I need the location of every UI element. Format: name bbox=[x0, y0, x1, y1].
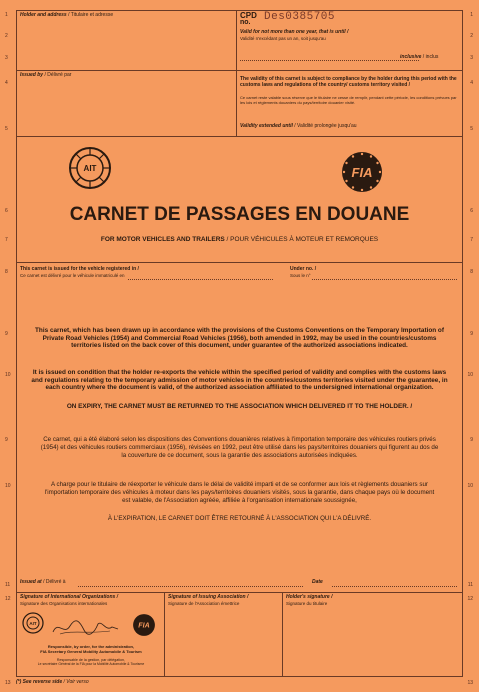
date-label: Date bbox=[312, 579, 323, 585]
issued-by-label: Issued by / Délivré par bbox=[20, 72, 72, 78]
expiry-notice-en: ON EXPIRY, THE CARNET MUST BE RETURNED TO THE ASSOCIATION WHICH DELIVERED IT TO THE HOLDER. / bbox=[66, 403, 413, 410]
rule bbox=[16, 592, 463, 593]
rule bbox=[236, 10, 237, 136]
reverse-side-note: (*) See reverse side / Voir verso bbox=[16, 679, 89, 685]
line-number: 3 bbox=[5, 55, 8, 61]
line-number: 1 bbox=[470, 12, 473, 18]
line-number: 10 bbox=[5, 483, 11, 489]
rule bbox=[16, 70, 463, 71]
responsible-line-2: FIA Secretary General Mobility Automobile & Tourism bbox=[40, 649, 142, 654]
registered-in-label-fr: Ce carnet est délivré pour le véhicule immatriculé en bbox=[20, 273, 125, 278]
rule bbox=[462, 10, 463, 676]
cpd-label: CPD bbox=[240, 11, 257, 20]
ait-stamp-logo bbox=[22, 612, 44, 634]
line-number: 10 bbox=[467, 483, 473, 489]
valid-until-label-fr: Validité n'excédant pas un an, soit jusqu'au bbox=[240, 36, 326, 41]
fia-stamp-logo bbox=[132, 613, 156, 637]
registered-in-dots bbox=[128, 279, 273, 280]
under-no-dots bbox=[312, 279, 457, 280]
convention-paragraph-fr: Ce carnet, qui a été élaboré selon les dispositions des Conventions douanières relatives à l'importation temporaire des véhicules routiers privés (1954) et des véhicules routiers commerciaux (1956), révisées en 1992, peut être utilisé dans les pays/territoires douaniers qui figurent au dos de la couverture de ce document, sous la garantie des associations autorisées indiquées. bbox=[40, 436, 439, 459]
under-no-label: Under no. / bbox=[290, 266, 317, 272]
line-number: 13 bbox=[467, 680, 473, 686]
valid-until-dots bbox=[240, 60, 419, 61]
carnet-number: Des0385705 bbox=[264, 11, 336, 23]
line-number: 8 bbox=[5, 269, 8, 275]
line-number: 6 bbox=[5, 208, 8, 214]
line-number: 9 bbox=[470, 331, 473, 337]
intl-signature-label: Signature of International Organizations / bbox=[20, 594, 119, 600]
inclusive-label: inclusive / inclus bbox=[400, 54, 439, 60]
convention-paragraph-en: This carnet, which has been drawn up in accordance with the provisions of the Customs Conventions on the Temporary Importation of Private Road Vehicles (1954) and Commercial Road Vehicles (1956), both amended in 1992, may be used in the countries/customs territories listed on the back cover of this document, under guarantee of the authorized associations indicated. bbox=[35, 327, 444, 350]
fia-logo bbox=[340, 150, 384, 194]
document-subtitle: FOR MOTOR VEHICLES AND TRAILERS / POUR VÉHICULES À MOTEUR ET REMORQUES bbox=[100, 236, 379, 243]
rule bbox=[16, 10, 17, 676]
document-title: CARNET DE PASSAGES EN DOUANE bbox=[69, 204, 410, 225]
line-number: 2 bbox=[470, 33, 473, 39]
rule bbox=[16, 676, 463, 677]
handwritten-signature bbox=[50, 618, 120, 638]
line-number: 8 bbox=[470, 269, 473, 275]
extended-until-label: Validity extended until / Validité prolongée jusqu'au bbox=[240, 123, 357, 129]
date-dots bbox=[332, 586, 457, 587]
validity-condition-en: The validity of this carnet is subject to compliance by the holder during this period with the customs laws and regulations of the country/ customs territory visited / bbox=[240, 76, 457, 88]
line-number: 7 bbox=[5, 237, 8, 243]
rule bbox=[282, 592, 283, 676]
validity-condition-fr: Ce carnet reste valable sous réserve que le titulaire ne cesse de remplir, pendant cette période, les conditions prévues par les lois et règlements douaniers du pays/territoire douanier visité. bbox=[240, 95, 457, 105]
line-number: 9 bbox=[5, 331, 8, 337]
line-number: 4 bbox=[470, 80, 473, 86]
line-number: 11 bbox=[5, 582, 11, 588]
line-number: 6 bbox=[470, 208, 473, 214]
responsible-line-3: Responsable de la gestion, par délégation, bbox=[56, 658, 126, 662]
conditions-paragraph-en: It is issued on condition that the holder re-exports the vehicle within the specified period of validity and complies with the customs laws and regulations relating to the temporary admission of motor vehicles in the countries/customs territories visited under the guarantee, in each country where the document is valid, of the authorized association affiliated to the undersigned international organization. bbox=[31, 369, 448, 392]
conditions-paragraph-fr: A charge pour le titulaire de réexporter le véhicule dans le délai de validité imparti et de se conformer aux lois et règlements douaniers sur l'importation temporaire des véhicules à moteur dans les pays/territoires douaniers visités, sous la garantie, dans chaque pays où le document est valable, de l'Association agréée, affiliée à l'organisation internationale soussignée, bbox=[44, 481, 435, 504]
line-number: 4 bbox=[5, 80, 8, 86]
responsible-line-1: Responsible, by order, for the administration, bbox=[47, 644, 135, 649]
line-number: 12 bbox=[5, 596, 11, 602]
responsible-line-4: Le secrétaire Général de la FIA pour la Mobilité Automobile & Tourisme bbox=[37, 662, 145, 666]
line-number: 12 bbox=[467, 596, 473, 602]
under-no-label-fr: Sous le n° bbox=[290, 273, 311, 278]
intl-signature-label-fr: Signature des Organisations internationales bbox=[20, 601, 108, 606]
line-number: 10 bbox=[5, 372, 11, 378]
rule bbox=[16, 262, 463, 263]
line-number: 9 bbox=[470, 437, 473, 443]
line-number: 9 bbox=[5, 437, 8, 443]
line-number: 5 bbox=[5, 126, 8, 132]
valid-until-label: Valid for not more than one year, that is until / bbox=[240, 29, 349, 35]
ait-logo bbox=[68, 146, 112, 190]
holder-address-label: Holder and address / Titulaire et adresse bbox=[20, 12, 114, 18]
line-number: 7 bbox=[470, 237, 473, 243]
line-number: 2 bbox=[5, 33, 8, 39]
ait-stamp-text: AIT bbox=[29, 621, 37, 626]
ait-logo-text: AIT bbox=[83, 164, 97, 173]
line-number: 11 bbox=[467, 582, 473, 588]
line-number: 10 bbox=[467, 372, 473, 378]
expiry-notice-fr: À L'EXPIRATION, LE CARNET DOIT ÊTRE RETOURNÉ À L'ASSOCIATION QUI L'A DÉLIVRÉ. bbox=[107, 515, 372, 522]
assoc-signature-label-fr: Signature de l'Association émettrice bbox=[168, 601, 240, 606]
rule bbox=[164, 592, 165, 676]
holder-signature-label: Holder's signature / bbox=[286, 594, 333, 600]
assoc-signature-label: Signature of Issuing Association / bbox=[168, 594, 249, 600]
line-number: 1 bbox=[5, 12, 8, 18]
fia-stamp-text: FIA bbox=[138, 621, 150, 630]
no-label: no. bbox=[240, 19, 251, 26]
line-number: 13 bbox=[5, 680, 11, 686]
fia-logo-text: FIA bbox=[351, 165, 373, 180]
line-number: 5 bbox=[470, 126, 473, 132]
registered-in-label: This carnet is issued for the vehicle registered in / bbox=[20, 266, 139, 272]
issued-at-label: Issued at / Délivré à bbox=[20, 579, 66, 585]
line-number: 3 bbox=[470, 55, 473, 61]
holder-signature-label-fr: Signature du titulaire bbox=[286, 601, 328, 606]
issued-at-dots bbox=[78, 586, 303, 587]
rule bbox=[16, 136, 463, 137]
